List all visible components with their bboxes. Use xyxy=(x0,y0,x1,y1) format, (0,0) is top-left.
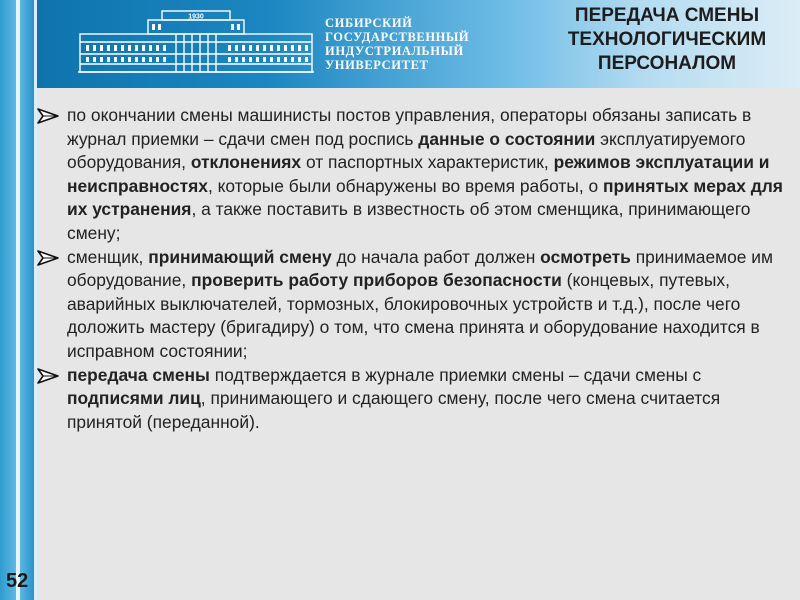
text-segment: по окончании смены машинисты постов управления, операторы обязаны записать в журнал приемки – сдачи смен под роспись xyxy=(67,105,752,149)
text-segment: эксплуатируемого оборудования, xyxy=(67,128,746,173)
bullet-item xyxy=(36,364,794,435)
bold-text-segment: осмотреть xyxy=(540,246,631,267)
left-stripe-inner xyxy=(20,0,34,600)
text-segment: , которые были обнаружены во время работы, о xyxy=(207,175,604,196)
logo-year: 1930 xyxy=(188,13,204,21)
text-segment: , принимающего и сдающего смену, после чего смена считается принятой (переданной). xyxy=(67,388,721,432)
text-segment: сменщик, xyxy=(67,246,149,267)
text-segment: от паспортных характеристик, xyxy=(301,152,554,173)
university-name-line: ИНДУСТРИАЛЬНЫЙ xyxy=(325,44,464,58)
left-stripe xyxy=(0,0,16,600)
slide-title-line: ТЕХНОЛОГИЧЕСКИМ xyxy=(567,29,767,50)
arrowhead-bullet-icon xyxy=(36,106,62,126)
page-number: 52 xyxy=(6,570,29,592)
text-segment: до начала работ должен xyxy=(331,246,541,267)
text-segment: принимаемое им оборудование, xyxy=(67,246,773,291)
header-banner xyxy=(37,0,800,88)
university-name-line: ГОСУДАРСТВЕННЫЙ xyxy=(325,30,470,44)
bullet-item xyxy=(36,104,794,246)
bold-text-segment: отклонениях xyxy=(190,152,302,173)
university-building-logo xyxy=(78,10,314,76)
university-name-line: УНИВЕРСИТЕТ xyxy=(325,58,429,72)
bold-text-segment: данные о состоянии xyxy=(418,128,596,149)
bold-text-segment: подписями лиц xyxy=(67,388,201,409)
university-name xyxy=(325,16,495,72)
text-segment: подтверждается в журнале приемки смены – сдачи смены с xyxy=(209,364,702,385)
bullet-item xyxy=(36,246,794,364)
slide-title xyxy=(507,4,800,76)
text-segment: (концевых, путевых, аварийных выключателей, тормозных, блокировочных устройств и т.д.), после чего доложить мастеру (бригадиру) о том, что смена принята и оборудование находится в исправном состоянии; xyxy=(67,270,760,361)
university-name-line: СИБИРСКИЙ xyxy=(325,16,413,30)
bold-text-segment: передача смены xyxy=(67,364,210,385)
bold-text-segment: принятых мерах для их устранения xyxy=(67,175,783,220)
slide-title-line: ПЕРЕДАЧА СМЕНЫ xyxy=(574,5,760,26)
bold-text-segment: режимов эксплуатации и неисправностях xyxy=(67,152,770,196)
slide-title-line: ПЕРСОНАЛОМ xyxy=(597,53,737,74)
bold-text-segment: принимающий смену xyxy=(148,246,332,267)
arrowhead-bullet-icon xyxy=(36,248,62,268)
bold-text-segment: проверить работу приборов безопасности xyxy=(191,270,562,291)
bullet-list xyxy=(36,104,794,434)
text-segment: , а также поставить в известность об этом сменщика, принимающего смену; xyxy=(67,199,751,243)
arrowhead-bullet-icon xyxy=(36,366,62,386)
